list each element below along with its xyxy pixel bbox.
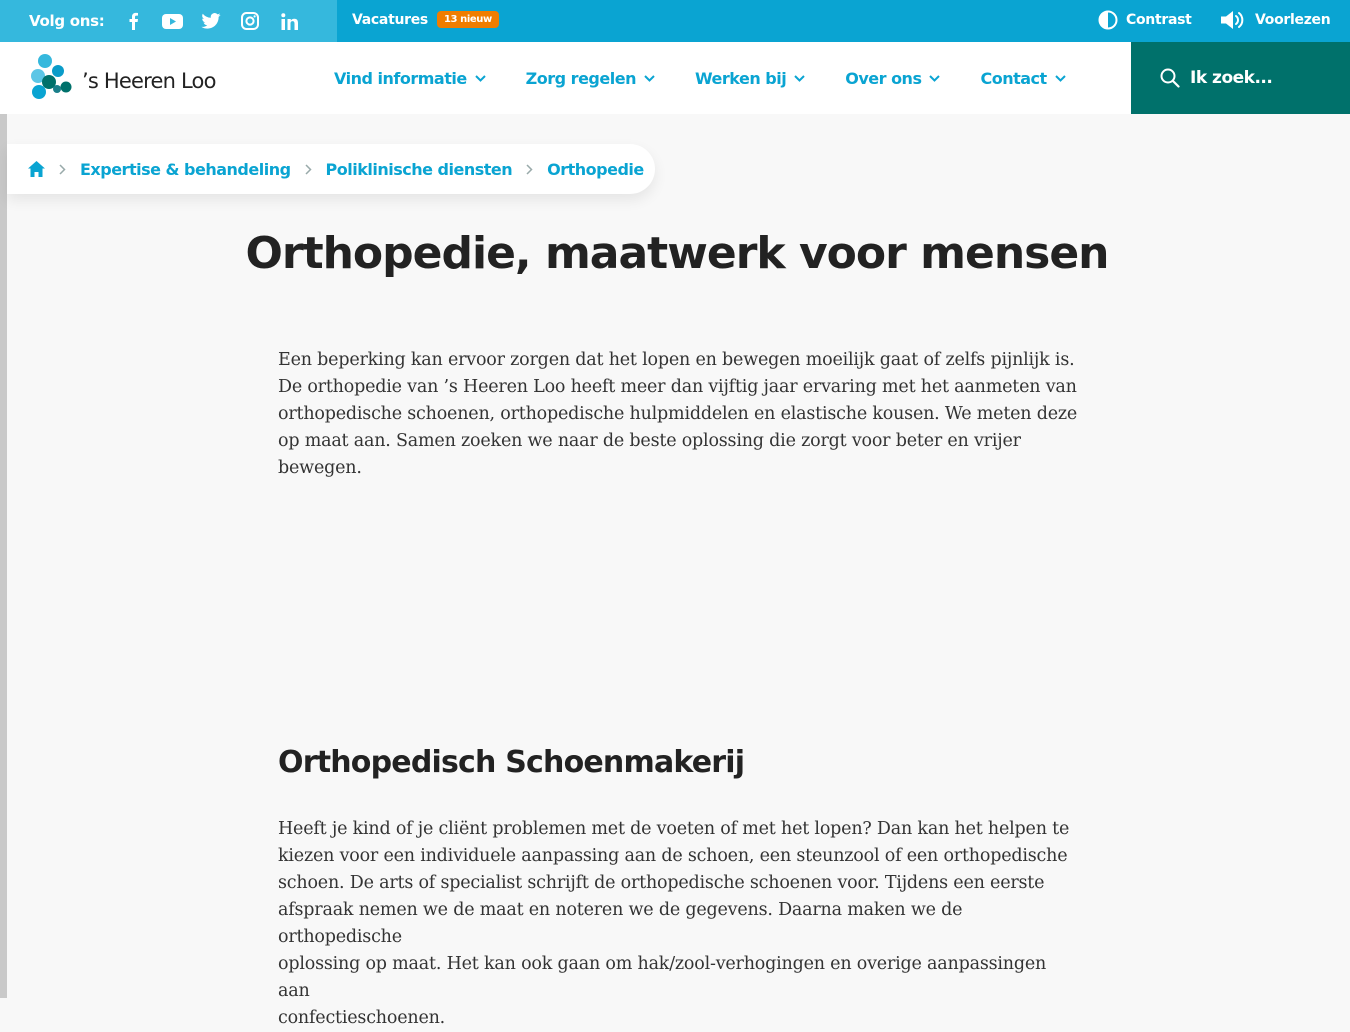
facebook-icon[interactable] bbox=[122, 10, 144, 32]
chevron-down-icon bbox=[1055, 75, 1066, 82]
page-title: Orthopedie, maatwerk voor mensen bbox=[245, 228, 1109, 279]
contrast-button[interactable] bbox=[1098, 10, 1192, 30]
nav-label: Over ons bbox=[845, 68, 922, 88]
breadcrumb-orthopedie[interactable]: Orthopedie bbox=[547, 159, 644, 179]
section-line: afspraak nemen we de maat en noteren we de gegevens. Daarna maken we de orthopedische bbox=[278, 900, 963, 947]
youtube-icon[interactable] bbox=[161, 10, 183, 32]
main-header bbox=[0, 42, 1350, 114]
nav-vind-informatie[interactable] bbox=[334, 69, 486, 88]
chevron-down-icon bbox=[644, 75, 655, 82]
speaker-icon bbox=[1220, 10, 1247, 30]
breadcrumb-expertise[interactable]: Expertise & behandeling bbox=[80, 159, 291, 179]
nav-werken-bij[interactable] bbox=[695, 69, 805, 88]
intro-line: De orthopedie van ’s Heeren Loo heeft meer dan vijftig jaar ervaring met het aanmeten van bbox=[278, 377, 1077, 397]
section-title: Orthopedisch Schoenmakerij bbox=[278, 745, 745, 780]
section-line: oplossing op maat. Het kan ook gaan om hak/zool-verhogingen en overige aanpassingen aan bbox=[278, 954, 1047, 1001]
top-bar bbox=[0, 0, 1350, 42]
nav-zorg-regelen[interactable] bbox=[526, 69, 655, 88]
intro-line: Een beperking kan ervoor zorgen dat het lopen en bewegen moeilijk gaat of zelfs pijnlijk is. bbox=[278, 350, 1075, 370]
logo-icon bbox=[28, 52, 78, 102]
nav-over-ons[interactable] bbox=[845, 69, 940, 88]
search-button[interactable] bbox=[1131, 42, 1350, 114]
nav-label: Vind informatie bbox=[334, 68, 467, 88]
section-paragraph bbox=[278, 816, 1078, 1032]
read-aloud-label: Voorlezen bbox=[1255, 12, 1331, 28]
home-icon[interactable] bbox=[28, 161, 45, 177]
social-links bbox=[122, 10, 317, 32]
section-line: schoen. De arts of specialist schrijft de orthopedische schoenen voor. Tijdens een eerste bbox=[278, 873, 1045, 893]
vacatures-badge: 13 nieuw bbox=[437, 11, 499, 28]
intro-line: bewegen. bbox=[278, 458, 362, 478]
contrast-label: Contrast bbox=[1126, 12, 1192, 28]
section-line: Heeft je kind of je cliënt problemen met de voeten of met het lopen? Dan kan het helpen te bbox=[278, 819, 1070, 839]
nav-label: Zorg regelen bbox=[525, 68, 636, 88]
main-nav bbox=[334, 42, 1106, 114]
vacatures-link[interactable] bbox=[352, 11, 499, 28]
search-label: Ik zoek... bbox=[1190, 68, 1273, 88]
linkedin-icon[interactable] bbox=[278, 10, 300, 32]
section-line: confectieschoenen. bbox=[278, 1008, 446, 1028]
follow-us-bar bbox=[0, 0, 337, 42]
nav-label: Werken bij bbox=[694, 68, 787, 88]
twitter-icon[interactable] bbox=[200, 10, 222, 32]
nav-label: Contact bbox=[980, 68, 1047, 88]
section-line: kiezen voor een individuele aanpassing aan de schoen, een steunzool of een orthopedische bbox=[278, 846, 1068, 866]
chevron-right-icon bbox=[526, 164, 533, 175]
contrast-icon bbox=[1098, 10, 1118, 30]
intro-line: op maat aan. Samen zoeken we naar de beste oplossing die zorgt voor beter en vrijer bbox=[278, 431, 1021, 451]
logo-wordmark: ’s Heeren Loo bbox=[82, 69, 216, 93]
search-icon bbox=[1160, 68, 1180, 88]
nav-contact[interactable] bbox=[980, 69, 1065, 88]
chevron-down-icon bbox=[794, 75, 805, 82]
vacatures-label: Vacatures bbox=[352, 11, 428, 28]
intro-line: orthopedische schoenen, orthopedische hulpmiddelen en elastische kousen. We meten deze bbox=[278, 404, 1078, 424]
instagram-icon[interactable] bbox=[239, 10, 261, 32]
intro-paragraph bbox=[278, 347, 1078, 482]
chevron-right-icon bbox=[305, 164, 312, 175]
chevron-down-icon bbox=[475, 75, 486, 82]
logo[interactable] bbox=[28, 52, 216, 102]
breadcrumb-poliklinische-diensten[interactable]: Poliklinische diensten bbox=[325, 159, 513, 179]
chevron-down-icon bbox=[929, 75, 940, 82]
chevron-right-icon bbox=[59, 164, 66, 175]
breadcrumb bbox=[7, 144, 655, 194]
follow-us-label: Volg ons: bbox=[29, 12, 105, 30]
read-aloud-button[interactable] bbox=[1220, 10, 1330, 30]
